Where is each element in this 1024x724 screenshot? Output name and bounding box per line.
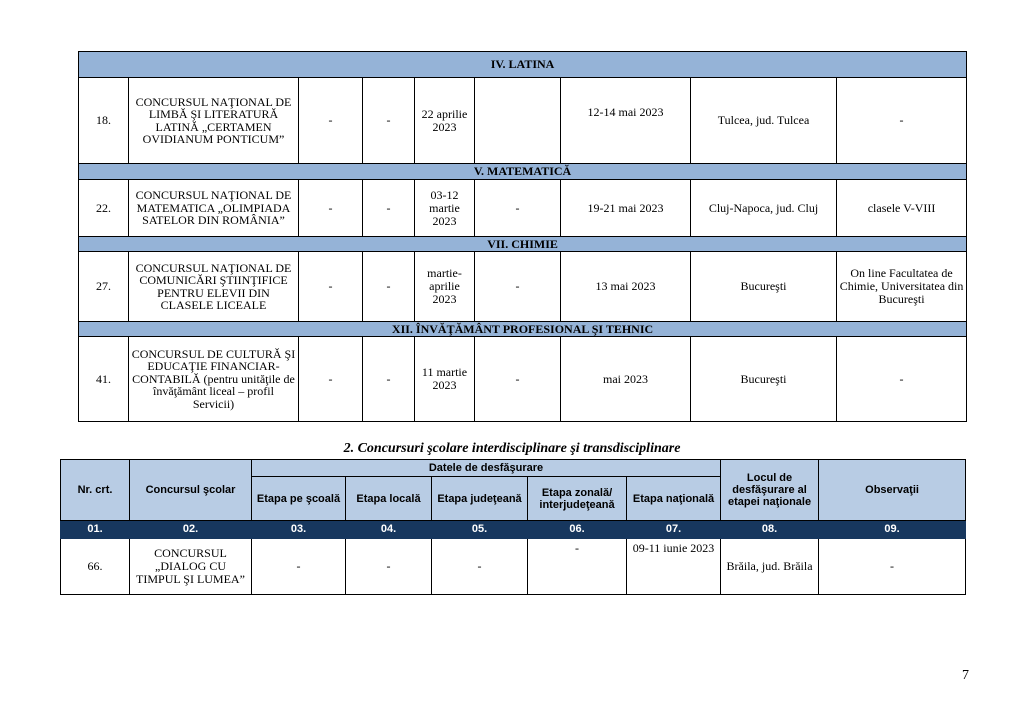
column-number: 03.	[252, 521, 346, 539]
stage-zonal: -	[475, 252, 561, 322]
stage-local: -	[363, 78, 415, 164]
stage-county: -	[432, 539, 528, 595]
row-number: 41.	[79, 337, 129, 422]
page-number: 7	[962, 668, 969, 683]
column-number: 09.	[819, 521, 966, 539]
stage-county: 03-12 martie 2023	[415, 180, 475, 237]
column-number: 08.	[721, 521, 819, 539]
header-stage-local: Etapa locală	[346, 477, 432, 521]
observations: On line Facultatea de Chimie, Universitatea din Bucureşti	[837, 252, 967, 322]
stage-school: -	[299, 78, 363, 164]
stage-school: -	[299, 337, 363, 422]
stage-county: 22 aprilie 2023	[415, 78, 475, 164]
stage-national: 12-14 mai 2023	[561, 78, 691, 164]
header-nr: Nr. crt.	[61, 460, 130, 521]
row-number: 66.	[61, 539, 130, 595]
contest-name: CONCURSUL DE CULTURĂ ŞI EDUCAŢIE FINANCIAR-CONTABILĂ (pentru unităţile de învăţământ liceal – profil Servicii)	[129, 337, 299, 422]
stage-national: 13 mai 2023	[561, 252, 691, 322]
stage-national: mai 2023	[561, 337, 691, 422]
stage-national: 09-11 iunie 2023	[627, 539, 721, 595]
contest-name: CONCURSUL NAŢIONAL DE COMUNICĂRI ŞTIINŢIFICE PENTRU ELEVII DIN CLASELE LICEALE	[129, 252, 299, 322]
stage-school: -	[252, 539, 346, 595]
contest-name: CONCURSUL „DIALOG CU TIMPUL ŞI LUMEA”	[130, 539, 252, 595]
national-location: Bucureşti	[691, 337, 837, 422]
header-stage-zonal: Etapa zonală/ interjudeţeană	[528, 477, 627, 521]
header-contest: Concursul şcolar	[130, 460, 252, 521]
header-observations: Observaţii	[819, 460, 966, 521]
column-number: 05.	[432, 521, 528, 539]
header-stage-school: Etapa pe şcoală	[252, 477, 346, 521]
column-number-row	[61, 521, 966, 539]
header-location: Locul de desfăşurare al etapei naţionale	[721, 460, 819, 521]
row-number: 18.	[79, 78, 129, 164]
stage-zonal: -	[475, 180, 561, 237]
stage-local: -	[363, 337, 415, 422]
observations: -	[837, 78, 967, 164]
section-header: VII. CHIMIE	[79, 237, 967, 252]
stage-local: -	[346, 539, 432, 595]
table-row	[79, 78, 967, 164]
stage-zonal: -	[475, 337, 561, 422]
header-dates: Datele de desfăşurare	[252, 460, 721, 477]
column-number: 06.	[528, 521, 627, 539]
national-location: Cluj-Napoca, jud. Cluj	[691, 180, 837, 237]
interdisciplinary-contests-table	[60, 459, 966, 595]
contest-name: CONCURSUL NAŢIONAL DE MATEMATICA „OLIMPIADA SATELOR DIN ROMÂNIA”	[129, 180, 299, 237]
contest-name: CONCURSUL NAŢIONAL DE LIMBĂ ŞI LITERATURĂ LATINĂ „CERTAMEN OVIDIANUM PONTICUM”	[129, 78, 299, 164]
column-number: 02.	[130, 521, 252, 539]
national-location: Tulcea, jud. Tulcea	[691, 78, 837, 164]
stage-national: 19-21 mai 2023	[561, 180, 691, 237]
stage-county: martie-aprilie 2023	[415, 252, 475, 322]
section-header: V. MATEMATICĂ	[79, 164, 967, 180]
table-row	[79, 252, 967, 322]
section-subtitle: 2. Concursuri şcolare interdisciplinare şi transdisciplinare	[343, 441, 681, 456]
stage-zonal	[475, 78, 561, 164]
observations: -	[819, 539, 966, 595]
header-stage-county: Etapa judeţeană	[432, 477, 528, 521]
column-number: 04.	[346, 521, 432, 539]
stage-school: -	[299, 180, 363, 237]
stage-county: 11 martie 2023	[415, 337, 475, 422]
contests-table	[78, 51, 967, 422]
column-number: 01.	[61, 521, 130, 539]
national-location: Bucureşti	[691, 252, 837, 322]
table-row	[61, 539, 966, 595]
section-header: XII. ÎNVĂŢĂMÂNT PROFESIONAL ŞI TEHNIC	[79, 322, 967, 337]
stage-local: -	[363, 252, 415, 322]
row-number: 22.	[79, 180, 129, 237]
stage-school: -	[299, 252, 363, 322]
national-location: Brăila, jud. Brăila	[721, 539, 819, 595]
section-header: IV. LATINA	[79, 52, 967, 78]
table-row	[79, 180, 967, 237]
stage-zonal: -	[528, 539, 627, 595]
observations: -	[837, 337, 967, 422]
table-row	[79, 337, 967, 422]
stage-local: -	[363, 180, 415, 237]
row-number: 27.	[79, 252, 129, 322]
column-number: 07.	[627, 521, 721, 539]
header-stage-national: Etapa naţională	[627, 477, 721, 521]
observations: clasele V-VIII	[837, 180, 967, 237]
